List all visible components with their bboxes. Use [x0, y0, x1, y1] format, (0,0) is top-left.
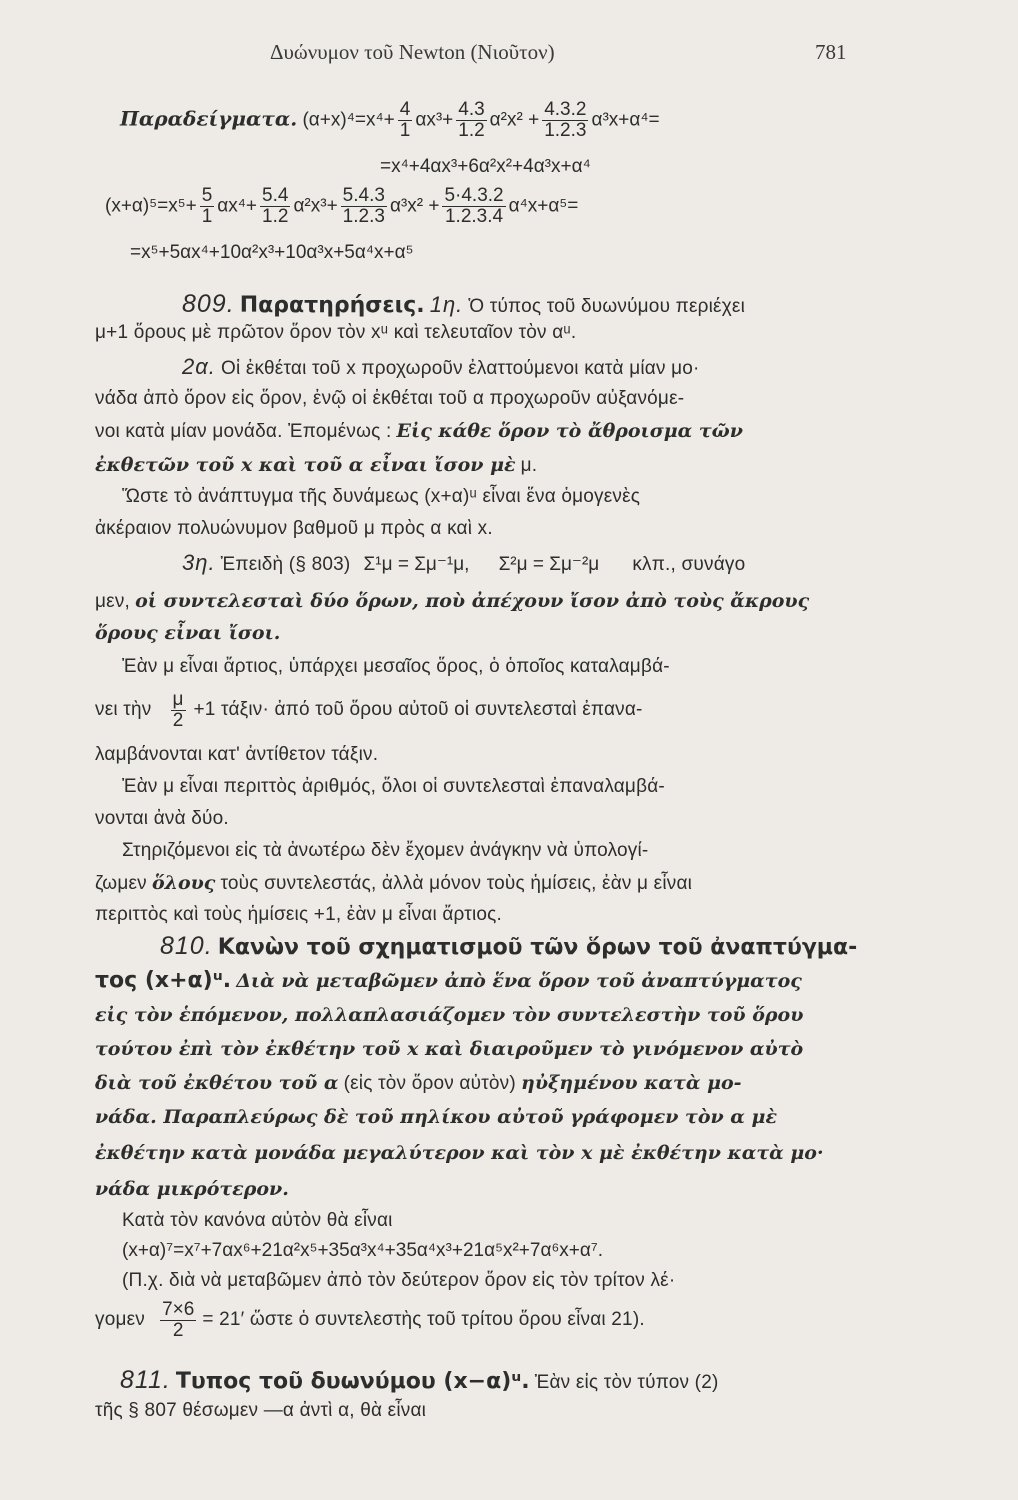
- eq-term: αx⁴+: [217, 195, 258, 217]
- section-title: Παρατηρήσεις.: [239, 293, 425, 318]
- paragraph-line: (Π.χ. διὰ νὰ μεταβῶμεν ἀπὸ τὸν δεύτερον ὅρον εἰς τὸν τρίτον λέ·: [122, 1270, 676, 1291]
- emphasis-text: διὰ τοῦ ἐκθέτου τοῦ α: [95, 1072, 339, 1094]
- paragraph-text: κλπ., συνάγο: [632, 554, 746, 575]
- item-number: 2α.: [182, 354, 216, 379]
- fraction: $\frac{5.4.3}{1.2.3}$: [342, 185, 385, 227]
- paragraph-line: [182, 550, 745, 576]
- emphasis-text: οἱ συντελεσταὶ δύο ὅρων, ποὺ ἀπέχουν ἴσον ἀπὸ τοὺς ἄκρους: [135, 590, 810, 612]
- eq-lhs: (x+α)⁵=x⁵+: [105, 195, 197, 217]
- paragraph-line: [95, 420, 743, 443]
- item-number: 1η.: [429, 292, 464, 317]
- paragraph-text: +1 τάξιν· ἀπό τοῦ ὅρου αὐτοῦ οἱ συντελεσταὶ ἐπανα-: [193, 699, 643, 720]
- paragraph-text: (εἰς τὸν ὅρον αὐτὸν): [343, 1073, 516, 1094]
- fraction: $\frac{4.3}{1.2}$: [458, 99, 485, 141]
- eq-term: αx³+: [415, 109, 454, 131]
- fraction: $\frac{7\times 6}{2}$: [162, 1299, 195, 1341]
- emphasis-line: νάδα. Παραπλεύρως δὲ τοῦ πηλίκου αὐτοῦ γράφομεν τὸν α μὲ: [95, 1106, 777, 1128]
- section-number: 809.: [182, 290, 235, 318]
- equation-line: (x+α)⁷=x⁷+7αx⁶+21α²x⁵+35α³x⁴+35α⁴x³+21α⁵x²+7α⁶x+α⁷.: [122, 1240, 603, 1261]
- section-title: Τυπος τοῦ δυωνύμου (x−α)ᵘ.: [175, 1369, 530, 1394]
- examples-label: Παραδείγματα.: [120, 106, 298, 131]
- paragraph-text: ζωμεν: [95, 873, 147, 894]
- paragraph-line: [95, 1300, 645, 1341]
- paragraph-text: Ἐὰν εἰς τὸν τύπον (2): [534, 1372, 719, 1393]
- paragraph-line: [95, 872, 692, 895]
- example-line-4: =x⁵+5αx⁴+10α²x³+10α³x+5α⁴x+α⁵: [130, 242, 414, 263]
- paragraph-line: λαμβάνονται κατ' ἀντίθετον τάξιν.: [95, 744, 379, 765]
- section-810-heading: [160, 932, 857, 961]
- paragraph-line: νονται ἀνὰ δύο.: [95, 808, 229, 829]
- section-811-heading: [120, 1366, 719, 1395]
- paragraph-text: μεν,: [95, 591, 130, 612]
- paragraph-line: Κατὰ τὸν κανόνα αὐτὸν θὰ εἶναι: [122, 1210, 393, 1231]
- fraction: $\frac{5}{1}$: [201, 185, 213, 227]
- item-number: 3η.: [182, 550, 216, 575]
- emphasis-text: ὅλους: [151, 872, 216, 894]
- paragraph-line: Στηριζόμενοι εἰς τὰ ἀνωτέρω δὲν ἔχομεν ἀνάγκην νὰ ὑπολογί-: [122, 840, 649, 861]
- paragraph-text: Οἱ ἐκθέται τοῦ x προχωροῦν ἐλαττούμενοι κατὰ μίαν μο·: [221, 358, 700, 379]
- section-809-heading: [182, 290, 745, 319]
- paragraph-line: περιττὸς καὶ τοὺς ἡμίσεις +1, ἐὰν μ εἶναι ἄρτιος.: [95, 904, 503, 925]
- section-number: 810.: [160, 932, 213, 960]
- eq-lhs: (α+x)⁴=x⁴+: [302, 109, 395, 131]
- fraction: $\frac{5.4}{1.2}$: [262, 185, 289, 227]
- paragraph-text: νει τὴν: [95, 699, 152, 720]
- section-number: 811.: [120, 1366, 171, 1394]
- emphasis-line: ἐκθέτην κατὰ μονάδα μεγαλύτερον καὶ τὸν x μὲ ἐκθέτην κατὰ μο·: [95, 1142, 824, 1164]
- paragraph-line: μ+1 ὅρους μὲ πρῶτον ὅρον τὸν xᵘ καὶ τελευταῖον τὸν αᵘ.: [95, 322, 577, 343]
- emphasis-text: ἐκθετῶν τοῦ x καὶ τοῦ α εἶναι ἴσον μὲ: [95, 454, 516, 476]
- section-title: τος (x+α)ᵘ.: [95, 968, 232, 993]
- eq-term: α²x³+: [293, 195, 338, 217]
- eq-term: α²x² +: [489, 109, 540, 131]
- page-number: 781: [815, 40, 847, 64]
- paragraph-text: τοὺς συντελεστάς, ἀλλὰ μόνον τοὺς ἡμίσεις, ἐὰν μ εἶναι: [220, 873, 693, 894]
- paragraph-line: [95, 454, 537, 477]
- equation: Σ¹μ = Σμ⁻¹μ,: [363, 554, 470, 575]
- emphasis-text: ηὐξημένου κατὰ μο-: [521, 1072, 742, 1094]
- paragraph-line: ἀκέραιον πολυώνυμον βαθμοῦ μ πρὸς α καὶ x.: [95, 518, 493, 539]
- fraction: $\frac{\mu}{2}$: [172, 689, 184, 731]
- paragraph-line: [95, 1072, 742, 1095]
- paragraph-line: Ὥστε τὸ ἀνάπτυγμα τῆς δυνάμεως (x+α)ᵘ εἶναι ἕνα ὁμογενὲς: [122, 486, 641, 507]
- paragraph-text: Ὁ τύπος τοῦ δυωνύμου περιέχει: [468, 296, 745, 317]
- paragraph-line: Ἐὰν μ εἶναι περιττὸς ἀριθμός, ὅλοι οἱ συντελεσταὶ ἐπαναλαμβά-: [122, 776, 665, 797]
- eq-term: α⁴x+α⁵=: [508, 195, 579, 217]
- emphasis-text: Εἰς κάθε ὅρον τὸ ἄθροισμα τῶν: [396, 420, 743, 442]
- paragraph-text: Ἐπειδὴ (§ 803): [220, 554, 351, 575]
- emphasis-line: εἰς τὸν ἑπόμενον, πολλαπλασιάζομεν τὸν συντελεστὴν τοῦ ὅρου: [95, 1004, 804, 1026]
- paragraph-line: [95, 590, 809, 613]
- emphasis-text: Διὰ νὰ μεταβῶμεν ἀπὸ ἕνα ὅρον τοῦ ἀναπτύγματος: [236, 970, 802, 992]
- section-title: Κανὼν τοῦ σχηματισμοῦ τῶν ὅρων τοῦ ἀναπτύγμα-: [217, 935, 858, 960]
- paragraph-text: μ.: [520, 455, 538, 476]
- fraction: $\frac{4.3.2}{1.2.3}$: [544, 99, 587, 141]
- paragraph-line: [95, 690, 643, 731]
- paragraph-line: Ἐὰν μ εἶναι ἄρτιος, ὑπάρχει μεσαῖος ὅρος, ὁ ὁποῖος καταλαμβά-: [122, 656, 670, 677]
- paragraph-text: νοι κατὰ μίαν μονάδα. Ἐπομένως :: [95, 421, 392, 442]
- example-line-2: =x⁴+4αx³+6α²x²+4α³x+α⁴: [380, 156, 591, 177]
- paragraph-line: τῆς § 807 θέσωμεν —α ἀντὶ α, θὰ εἶναι: [95, 1400, 427, 1421]
- emphasis-line: νάδα μικρότερον.: [95, 1178, 289, 1200]
- section-title-line: [95, 968, 802, 993]
- example-line-3: [105, 186, 578, 227]
- equation: Σ²μ = Σμ⁻²μ: [498, 554, 600, 575]
- emphasis-line: τούτου ἐπὶ τὸν ἐκθέτην τοῦ x καὶ διαιροῦμεν τὸ γινόμενον αὐτὸ: [95, 1038, 804, 1060]
- example-line-1: [120, 100, 660, 141]
- running-header-title: Δυώνυμον τοῦ Newton (Νιοῦτον): [270, 40, 555, 64]
- fraction: $\frac{5\cdot 4.3.2}{1.2.3.4}$: [444, 185, 504, 227]
- emphasis-line: ὅρους εἶναι ἴσοι.: [95, 622, 281, 644]
- paragraph-line: νάδα ἀπὸ ὅρον εἰς ὅρον, ἐνῷ οἱ ἐκθέται τοῦ α προχωροῦν αὐξανόμε-: [95, 388, 685, 409]
- paragraph-line: [182, 354, 700, 380]
- eq-term: α³x+α⁴=: [591, 109, 660, 131]
- paragraph-text: γομεν: [95, 1309, 145, 1330]
- paragraph-text: = 21′ ὥστε ὁ συντελεστὴς τοῦ τρίτου ὅρου εἶναι 21).: [202, 1309, 645, 1330]
- fraction: $\frac{4}{1}$: [399, 99, 411, 141]
- eq-term: α³x² +: [389, 195, 440, 217]
